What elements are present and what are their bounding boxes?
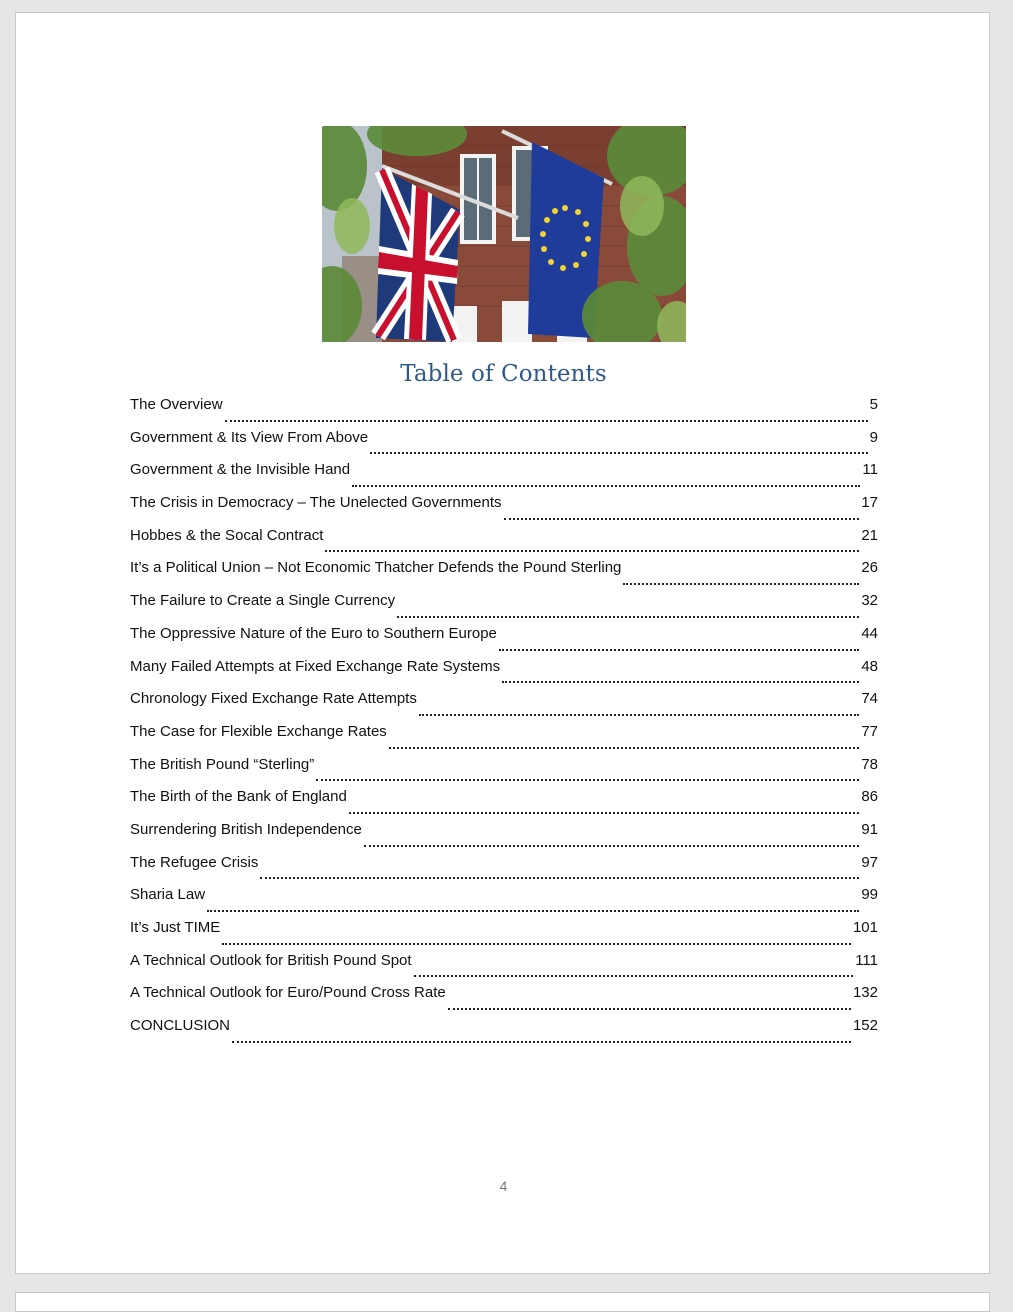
toc-leader <box>623 582 859 585</box>
toc-entry-title: The Overview <box>130 396 223 413</box>
page-number: 4 <box>499 1178 508 1194</box>
flags-photo <box>322 126 686 342</box>
toc-leader <box>316 778 859 781</box>
toc-leader <box>504 517 860 520</box>
toc-entry-page: 86 <box>861 788 878 806</box>
toc-entry-page: 44 <box>861 624 878 642</box>
toc-entry-page: 78 <box>861 755 878 773</box>
toc-leader <box>352 484 860 487</box>
toc-entry-title: The Case for Flexible Exchange Rates <box>130 722 387 740</box>
toc-entry-title: A Technical Outlook for Euro/Pound Cross Rate <box>130 984 446 1002</box>
toc-entry[interactable] <box>130 559 878 592</box>
toc-entry[interactable] <box>130 952 878 985</box>
toc-entry[interactable] <box>130 756 878 789</box>
toc-leader <box>448 1007 851 1010</box>
toc-entry-title: Government & Its View From Above <box>130 428 369 446</box>
toc-leader <box>397 615 859 618</box>
toc-entry-page: 5 <box>869 396 878 413</box>
toc-leader <box>389 746 860 749</box>
toc-entry[interactable] <box>130 592 878 625</box>
toc-entry-title: The Failure to Create a Single Currency <box>130 592 396 610</box>
toc-entry[interactable] <box>130 821 878 854</box>
next-page-edge <box>15 1292 990 1312</box>
toc-leader <box>225 419 868 422</box>
toc-entry[interactable] <box>130 919 878 952</box>
toc-entry[interactable] <box>130 886 878 919</box>
toc-entry-page: 77 <box>861 722 878 740</box>
toc-title: Table of Contents <box>400 361 607 387</box>
toc-entry-title: Surrendering British Independence <box>130 820 362 838</box>
toc-entry-title: The British Pound “Sterling” <box>130 755 315 773</box>
toc-entry[interactable] <box>130 527 878 560</box>
table-of-contents <box>130 396 878 1050</box>
toc-entry[interactable] <box>130 854 878 887</box>
toc-entry-title: Hobbes & the Socal Contract <box>130 526 324 544</box>
toc-entry[interactable] <box>130 461 878 494</box>
toc-leader <box>419 713 859 716</box>
toc-entry-page: 132 <box>852 984 878 1002</box>
toc-entry-title: Chronology Fixed Exchange Rate Attempts <box>130 690 417 708</box>
toc-leader <box>207 909 859 912</box>
toc-entry-title: CONCLUSION <box>130 1017 231 1035</box>
toc-leader <box>325 549 859 552</box>
toc-entry-page: 11 <box>862 461 878 479</box>
toc-entry[interactable] <box>130 429 878 462</box>
toc-entry[interactable] <box>130 625 878 658</box>
toc-entry-title: It’s a Political Union – Not Economic Thatcher Defends the Pound Sterling <box>130 559 622 577</box>
toc-entry-page: 32 <box>861 592 878 610</box>
toc-entry-title: The Crisis in Democracy – The Unelected Governments <box>130 494 502 512</box>
toc-leader <box>349 811 860 814</box>
toc-entry-page: 17 <box>861 494 878 512</box>
toc-entry-page: 111 <box>855 951 878 969</box>
toc-leader <box>370 451 868 454</box>
toc-entry[interactable] <box>130 658 878 691</box>
toc-leader <box>414 974 854 977</box>
flags-photo-icon <box>322 126 686 342</box>
toc-leader <box>232 1040 851 1043</box>
toc-entry[interactable] <box>130 396 878 429</box>
toc-entry-page: 101 <box>852 919 878 936</box>
toc-entry-title: Government & the Invisible Hand <box>130 461 351 479</box>
toc-entry-title: The Refugee Crisis <box>130 853 259 871</box>
toc-entry-title: Many Failed Attempts at Fixed Exchange Rate Systems <box>130 657 501 675</box>
toc-entry-title: Sharia Law <box>130 886 206 904</box>
toc-leader <box>260 876 859 879</box>
document-page <box>15 12 990 1274</box>
toc-leader <box>502 680 859 683</box>
toc-entry-page: 91 <box>861 820 878 838</box>
toc-entry-page: 9 <box>869 428 878 446</box>
toc-leader <box>222 942 851 945</box>
toc-entry-title: The Oppressive Nature of the Euro to Southern Europe <box>130 624 497 642</box>
toc-entry[interactable] <box>130 1017 878 1050</box>
toc-entry[interactable] <box>130 788 878 821</box>
toc-entry-title: The Birth of the Bank of England <box>130 788 347 806</box>
toc-entry[interactable] <box>130 494 878 527</box>
toc-entry-page: 26 <box>861 559 878 577</box>
toc-entry-page: 97 <box>861 853 878 871</box>
toc-entry-page: 48 <box>861 657 878 675</box>
toc-entry-page: 152 <box>852 1017 878 1035</box>
toc-entry[interactable] <box>130 723 878 756</box>
toc-entry-page: 21 <box>861 526 878 544</box>
toc-entry-page: 74 <box>861 690 878 708</box>
toc-leader <box>499 648 859 651</box>
toc-entry-title: It’s Just TIME <box>130 919 221 936</box>
toc-entry[interactable] <box>130 984 878 1017</box>
toc-entry-title: A Technical Outlook for British Pound Spot <box>130 951 412 969</box>
toc-entry[interactable] <box>130 690 878 723</box>
toc-leader <box>364 844 859 847</box>
toc-entry-page: 99 <box>861 886 878 904</box>
